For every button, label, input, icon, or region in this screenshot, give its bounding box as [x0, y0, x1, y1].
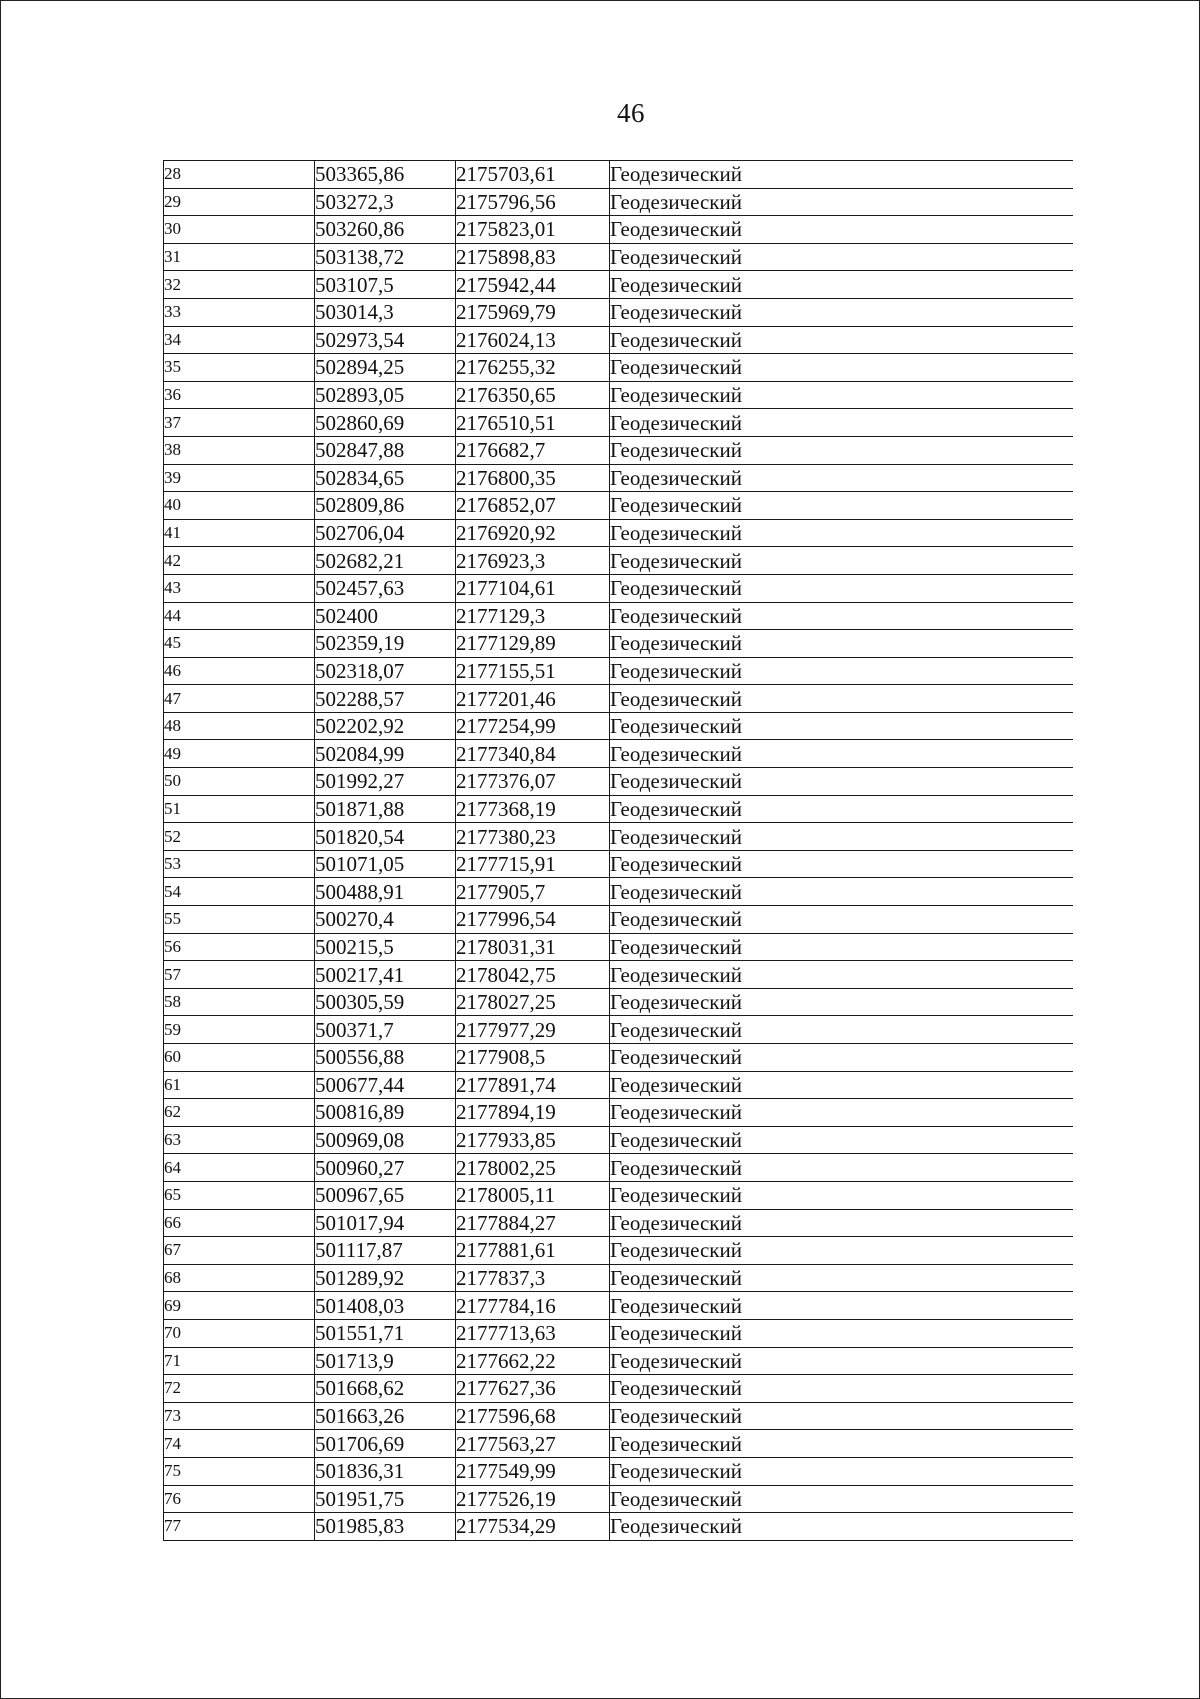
table-row — [164, 519, 1074, 547]
y-coordinate-cell: 2177891,74 — [456, 1071, 610, 1099]
point-type-cell: Геодезический — [610, 492, 1074, 520]
table-row — [164, 1430, 1074, 1458]
point-number-cell: 38 — [164, 436, 315, 464]
point-number-cell: 63 — [164, 1126, 315, 1154]
x-coordinate-cell: 500967,65 — [315, 1181, 456, 1209]
point-number-cell: 69 — [164, 1292, 315, 1320]
y-coordinate-cell: 2177881,61 — [456, 1237, 610, 1265]
table-row — [164, 906, 1074, 934]
x-coordinate-cell: 502359,19 — [315, 630, 456, 658]
point-number-cell: 33 — [164, 298, 315, 326]
point-type-cell: Геодезический — [610, 1016, 1074, 1044]
x-coordinate-cell: 500960,27 — [315, 1154, 456, 1182]
point-number-cell: 53 — [164, 850, 315, 878]
point-type-cell: Геодезический — [610, 1457, 1074, 1485]
y-coordinate-cell: 2177129,89 — [456, 630, 610, 658]
x-coordinate-cell: 500556,88 — [315, 1044, 456, 1072]
table-row — [164, 1209, 1074, 1237]
y-coordinate-cell: 2177129,3 — [456, 602, 610, 630]
x-coordinate-cell: 501017,94 — [315, 1209, 456, 1237]
table-row — [164, 298, 1074, 326]
x-coordinate-cell: 502706,04 — [315, 519, 456, 547]
table-row — [164, 271, 1074, 299]
point-number-cell: 37 — [164, 409, 315, 437]
x-coordinate-cell: 502682,21 — [315, 547, 456, 575]
x-coordinate-cell: 502893,05 — [315, 381, 456, 409]
y-coordinate-cell: 2176510,51 — [456, 409, 610, 437]
y-coordinate-cell: 2175796,56 — [456, 188, 610, 216]
point-type-cell: Геодезический — [610, 1375, 1074, 1403]
point-type-cell: Геодезический — [610, 216, 1074, 244]
point-type-cell: Геодезический — [610, 1071, 1074, 1099]
point-number-cell: 29 — [164, 188, 315, 216]
point-number-cell: 31 — [164, 243, 315, 271]
x-coordinate-cell: 501071,05 — [315, 850, 456, 878]
point-type-cell: Геодезический — [610, 547, 1074, 575]
table-row — [164, 602, 1074, 630]
x-coordinate-cell: 501117,87 — [315, 1237, 456, 1265]
point-number-cell: 73 — [164, 1402, 315, 1430]
x-coordinate-cell: 500270,4 — [315, 906, 456, 934]
y-coordinate-cell: 2175942,44 — [456, 271, 610, 299]
x-coordinate-cell: 500677,44 — [315, 1071, 456, 1099]
y-coordinate-cell: 2178031,31 — [456, 933, 610, 961]
x-coordinate-cell: 502847,88 — [315, 436, 456, 464]
x-coordinate-cell: 501706,69 — [315, 1430, 456, 1458]
x-coordinate-cell: 501871,88 — [315, 795, 456, 823]
table-row — [164, 436, 1074, 464]
point-number-cell: 76 — [164, 1485, 315, 1513]
table-row — [164, 1154, 1074, 1182]
point-number-cell: 48 — [164, 712, 315, 740]
x-coordinate-cell: 502288,57 — [315, 685, 456, 713]
x-coordinate-cell: 501668,62 — [315, 1375, 456, 1403]
point-type-cell: Геодезический — [610, 326, 1074, 354]
point-type-cell: Геодезический — [610, 1154, 1074, 1182]
point-number-cell: 65 — [164, 1181, 315, 1209]
x-coordinate-cell: 503138,72 — [315, 243, 456, 271]
table-row — [164, 354, 1074, 382]
point-type-cell: Геодезический — [610, 1044, 1074, 1072]
point-number-cell: 44 — [164, 602, 315, 630]
point-number-cell: 43 — [164, 574, 315, 602]
point-type-cell: Геодезический — [610, 961, 1074, 989]
point-number-cell: 64 — [164, 1154, 315, 1182]
point-type-cell: Геодезический — [610, 630, 1074, 658]
table-row — [164, 933, 1074, 961]
point-type-cell: Геодезический — [610, 161, 1074, 189]
table-row — [164, 1264, 1074, 1292]
point-number-cell: 36 — [164, 381, 315, 409]
table-row — [164, 216, 1074, 244]
x-coordinate-cell: 501836,31 — [315, 1457, 456, 1485]
table-row — [164, 1375, 1074, 1403]
x-coordinate-cell: 501713,9 — [315, 1347, 456, 1375]
point-number-cell: 66 — [164, 1209, 315, 1237]
table-row — [164, 795, 1074, 823]
point-number-cell: 62 — [164, 1099, 315, 1127]
point-type-cell: Геодезический — [610, 933, 1074, 961]
point-number-cell: 49 — [164, 740, 315, 768]
x-coordinate-cell: 502318,07 — [315, 657, 456, 685]
x-coordinate-cell: 503107,5 — [315, 271, 456, 299]
table-row — [164, 574, 1074, 602]
x-coordinate-cell: 502860,69 — [315, 409, 456, 437]
x-coordinate-cell: 502084,99 — [315, 740, 456, 768]
x-coordinate-cell: 503272,3 — [315, 188, 456, 216]
x-coordinate-cell: 501820,54 — [315, 823, 456, 851]
point-type-cell: Геодезический — [610, 1319, 1074, 1347]
point-type-cell: Геодезический — [610, 823, 1074, 851]
point-number-cell: 57 — [164, 961, 315, 989]
point-type-cell: Геодезический — [610, 1347, 1074, 1375]
table-row — [164, 685, 1074, 713]
x-coordinate-cell: 501408,03 — [315, 1292, 456, 1320]
point-number-cell: 75 — [164, 1457, 315, 1485]
y-coordinate-cell: 2176852,07 — [456, 492, 610, 520]
point-type-cell: Геодезический — [610, 602, 1074, 630]
table-row — [164, 243, 1074, 271]
point-type-cell: Геодезический — [610, 409, 1074, 437]
point-type-cell: Геодезический — [610, 906, 1074, 934]
x-coordinate-cell: 502400 — [315, 602, 456, 630]
y-coordinate-cell: 2175898,83 — [456, 243, 610, 271]
y-coordinate-cell: 2177908,5 — [456, 1044, 610, 1072]
table-row — [164, 326, 1074, 354]
point-number-cell: 35 — [164, 354, 315, 382]
table-row — [164, 712, 1074, 740]
table-row — [164, 409, 1074, 437]
y-coordinate-cell: 2177627,36 — [456, 1375, 610, 1403]
point-type-cell: Геодезический — [610, 243, 1074, 271]
table-row — [164, 1457, 1074, 1485]
table-row — [164, 1237, 1074, 1265]
point-number-cell: 34 — [164, 326, 315, 354]
point-number-cell: 32 — [164, 271, 315, 299]
point-type-cell: Геодезический — [610, 1402, 1074, 1430]
x-coordinate-cell: 502202,92 — [315, 712, 456, 740]
y-coordinate-cell: 2177996,54 — [456, 906, 610, 934]
coordinates-table — [163, 160, 1073, 1541]
y-coordinate-cell: 2177201,46 — [456, 685, 610, 713]
table-row — [164, 823, 1074, 851]
table-row — [164, 188, 1074, 216]
y-coordinate-cell: 2176920,92 — [456, 519, 610, 547]
point-type-cell: Геодезический — [610, 1485, 1074, 1513]
point-number-cell: 42 — [164, 547, 315, 575]
y-coordinate-cell: 2178027,25 — [456, 988, 610, 1016]
y-coordinate-cell: 2177884,27 — [456, 1209, 610, 1237]
y-coordinate-cell: 2176350,65 — [456, 381, 610, 409]
point-type-cell: Геодезический — [610, 436, 1074, 464]
point-type-cell: Геодезический — [610, 1126, 1074, 1154]
point-type-cell: Геодезический — [610, 519, 1074, 547]
point-type-cell: Геодезический — [610, 271, 1074, 299]
y-coordinate-cell: 2177104,61 — [456, 574, 610, 602]
y-coordinate-cell: 2176923,3 — [456, 547, 610, 575]
point-type-cell: Геодезический — [610, 1181, 1074, 1209]
x-coordinate-cell: 502809,86 — [315, 492, 456, 520]
x-coordinate-cell: 501551,71 — [315, 1319, 456, 1347]
y-coordinate-cell: 2176800,35 — [456, 464, 610, 492]
table-row — [164, 961, 1074, 989]
y-coordinate-cell: 2176682,7 — [456, 436, 610, 464]
y-coordinate-cell: 2177526,19 — [456, 1485, 610, 1513]
x-coordinate-cell: 500215,5 — [315, 933, 456, 961]
point-type-cell: Геодезический — [610, 878, 1074, 906]
point-type-cell: Геодезический — [610, 1264, 1074, 1292]
table-row — [164, 1319, 1074, 1347]
point-number-cell: 60 — [164, 1044, 315, 1072]
x-coordinate-cell: 503014,3 — [315, 298, 456, 326]
table-row — [164, 1126, 1074, 1154]
point-type-cell: Геодезический — [610, 657, 1074, 685]
point-number-cell: 71 — [164, 1347, 315, 1375]
table-row — [164, 1099, 1074, 1127]
table-row — [164, 547, 1074, 575]
y-coordinate-cell: 2177549,99 — [456, 1457, 610, 1485]
x-coordinate-cell: 503260,86 — [315, 216, 456, 244]
x-coordinate-cell: 502457,63 — [315, 574, 456, 602]
point-type-cell: Геодезический — [610, 1292, 1074, 1320]
table-row — [164, 740, 1074, 768]
y-coordinate-cell: 2177155,51 — [456, 657, 610, 685]
x-coordinate-cell: 501985,83 — [315, 1513, 456, 1541]
y-coordinate-cell: 2178002,25 — [456, 1154, 610, 1182]
point-number-cell: 59 — [164, 1016, 315, 1044]
point-number-cell: 41 — [164, 519, 315, 547]
coordinates-table-container — [163, 160, 1073, 1545]
point-number-cell: 45 — [164, 630, 315, 658]
y-coordinate-cell: 2177713,63 — [456, 1319, 610, 1347]
point-type-cell: Геодезический — [610, 795, 1074, 823]
x-coordinate-cell: 502973,54 — [315, 326, 456, 354]
x-coordinate-cell: 500969,08 — [315, 1126, 456, 1154]
table-row — [164, 1044, 1074, 1072]
point-number-cell: 70 — [164, 1319, 315, 1347]
y-coordinate-cell: 2177715,91 — [456, 850, 610, 878]
y-coordinate-cell: 2178042,75 — [456, 961, 610, 989]
y-coordinate-cell: 2177977,29 — [456, 1016, 610, 1044]
x-coordinate-cell: 503365,86 — [315, 161, 456, 189]
table-row — [164, 1402, 1074, 1430]
y-coordinate-cell: 2175823,01 — [456, 216, 610, 244]
point-type-cell: Геодезический — [610, 1099, 1074, 1127]
y-coordinate-cell: 2177376,07 — [456, 768, 610, 796]
y-coordinate-cell: 2177340,84 — [456, 740, 610, 768]
table-row — [164, 1292, 1074, 1320]
table-row — [164, 850, 1074, 878]
point-type-cell: Геодезический — [610, 740, 1074, 768]
table-row — [164, 492, 1074, 520]
point-type-cell: Геодезический — [610, 685, 1074, 713]
point-type-cell: Геодезический — [610, 1513, 1074, 1541]
point-number-cell: 52 — [164, 823, 315, 851]
y-coordinate-cell: 2178005,11 — [456, 1181, 610, 1209]
point-number-cell: 56 — [164, 933, 315, 961]
point-type-cell: Геодезический — [610, 188, 1074, 216]
y-coordinate-cell: 2177894,19 — [456, 1099, 610, 1127]
y-coordinate-cell: 2175703,61 — [456, 161, 610, 189]
table-row — [164, 768, 1074, 796]
point-number-cell: 61 — [164, 1071, 315, 1099]
table-row — [164, 1071, 1074, 1099]
table-row — [164, 381, 1074, 409]
point-number-cell: 50 — [164, 768, 315, 796]
table-row — [164, 630, 1074, 658]
x-coordinate-cell: 501289,92 — [315, 1264, 456, 1292]
y-coordinate-cell: 2177254,99 — [456, 712, 610, 740]
point-type-cell: Геодезический — [610, 768, 1074, 796]
y-coordinate-cell: 2177905,7 — [456, 878, 610, 906]
point-number-cell: 74 — [164, 1430, 315, 1458]
y-coordinate-cell: 2175969,79 — [456, 298, 610, 326]
x-coordinate-cell: 501663,26 — [315, 1402, 456, 1430]
point-type-cell: Геодезический — [610, 464, 1074, 492]
table-row — [164, 657, 1074, 685]
y-coordinate-cell: 2177596,68 — [456, 1402, 610, 1430]
page-number: 46 — [617, 98, 645, 128]
point-type-cell: Геодезический — [610, 1237, 1074, 1265]
table-row — [164, 1485, 1074, 1513]
x-coordinate-cell: 502834,65 — [315, 464, 456, 492]
y-coordinate-cell: 2177563,27 — [456, 1430, 610, 1458]
point-number-cell: 28 — [164, 161, 315, 189]
table-row — [164, 1016, 1074, 1044]
point-number-cell: 72 — [164, 1375, 315, 1403]
point-number-cell: 54 — [164, 878, 315, 906]
point-number-cell: 30 — [164, 216, 315, 244]
y-coordinate-cell: 2177837,3 — [456, 1264, 610, 1292]
point-type-cell: Геодезический — [610, 381, 1074, 409]
y-coordinate-cell: 2177784,16 — [456, 1292, 610, 1320]
table-row — [164, 878, 1074, 906]
point-number-cell: 46 — [164, 657, 315, 685]
y-coordinate-cell: 2176024,13 — [456, 326, 610, 354]
y-coordinate-cell: 2177368,19 — [456, 795, 610, 823]
x-coordinate-cell: 500816,89 — [315, 1099, 456, 1127]
x-coordinate-cell: 502894,25 — [315, 354, 456, 382]
point-type-cell: Геодезический — [610, 1209, 1074, 1237]
point-number-cell: 39 — [164, 464, 315, 492]
x-coordinate-cell: 500488,91 — [315, 878, 456, 906]
y-coordinate-cell: 2177380,23 — [456, 823, 610, 851]
y-coordinate-cell: 2177933,85 — [456, 1126, 610, 1154]
x-coordinate-cell: 501951,75 — [315, 1485, 456, 1513]
point-type-cell: Геодезический — [610, 988, 1074, 1016]
point-number-cell: 68 — [164, 1264, 315, 1292]
point-type-cell: Геодезический — [610, 354, 1074, 382]
table-row — [164, 161, 1074, 189]
point-number-cell: 40 — [164, 492, 315, 520]
y-coordinate-cell: 2176255,32 — [456, 354, 610, 382]
point-type-cell: Геодезический — [610, 298, 1074, 326]
point-number-cell: 77 — [164, 1513, 315, 1541]
point-type-cell: Геодезический — [610, 1430, 1074, 1458]
x-coordinate-cell: 501992,27 — [315, 768, 456, 796]
point-number-cell: 47 — [164, 685, 315, 713]
x-coordinate-cell: 500305,59 — [315, 988, 456, 1016]
table-row — [164, 1347, 1074, 1375]
point-number-cell: 67 — [164, 1237, 315, 1265]
point-number-cell: 51 — [164, 795, 315, 823]
table-row — [164, 1513, 1074, 1541]
point-number-cell: 55 — [164, 906, 315, 934]
x-coordinate-cell: 500217,41 — [315, 961, 456, 989]
point-type-cell: Геодезический — [610, 850, 1074, 878]
y-coordinate-cell: 2177534,29 — [456, 1513, 610, 1541]
table-row — [164, 464, 1074, 492]
coordinates-table-body — [164, 161, 1074, 1541]
table-row — [164, 988, 1074, 1016]
x-coordinate-cell: 500371,7 — [315, 1016, 456, 1044]
y-coordinate-cell: 2177662,22 — [456, 1347, 610, 1375]
point-type-cell: Геодезический — [610, 712, 1074, 740]
table-row — [164, 1181, 1074, 1209]
point-number-cell: 58 — [164, 988, 315, 1016]
point-type-cell: Геодезический — [610, 574, 1074, 602]
